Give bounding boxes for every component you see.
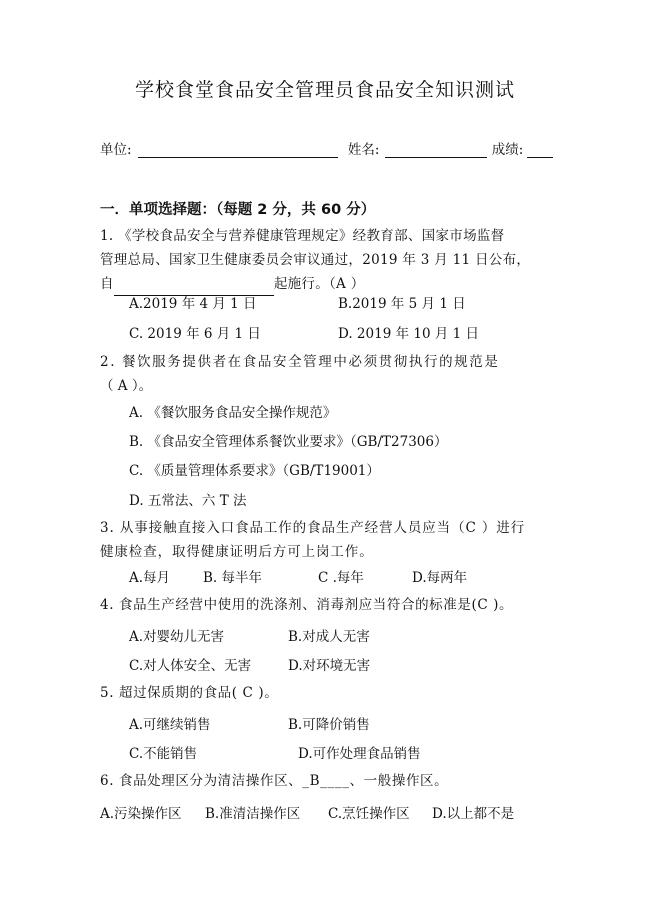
question-text-line: 1. 《学校食品安全与营养健康管理规定》经教育部、国家市场监督 xyxy=(100,228,505,244)
option-c[interactable]: C. 2019 年 6 月 1 日 xyxy=(129,326,261,342)
question-4 xyxy=(100,593,555,617)
info-line xyxy=(100,138,560,160)
option-b[interactable]: B.对成人无害 xyxy=(288,629,370,645)
option-a[interactable]: A.2019 年 4 月 1 日 xyxy=(129,296,257,312)
option-a[interactable]: A.每月 xyxy=(129,570,171,586)
question-text-line: 4. 食品生产经营中使用的洗涤剂、消毒剂应当符合的标准是(C )。 xyxy=(100,597,514,613)
option-d[interactable]: D.每两年 xyxy=(412,570,468,586)
question-1 xyxy=(100,224,555,296)
question-2 xyxy=(100,350,555,398)
option-d[interactable]: D.对环境无害 xyxy=(288,658,371,674)
unit-blank[interactable] xyxy=(138,141,338,158)
question-5 xyxy=(100,681,555,705)
option-b[interactable]: B.2019 年 5 月 1 日 xyxy=(338,296,466,312)
name-label: 姓名: xyxy=(347,142,380,158)
option-b[interactable]: B. 每半年 xyxy=(203,570,263,586)
question-text-line: 2. 餐饮服务提供者在食品安全管理中必须贯彻执行的规范是 xyxy=(100,354,500,370)
option-a[interactable]: A.污染操作区 xyxy=(100,806,182,822)
section-heading: 一．单项选择题：（每题 2 分，共 60 分） xyxy=(100,202,376,218)
question-text-line: 管理总局、国家卫生健康委员会审议通过，2019 年 3 月 11 日公布， xyxy=(100,252,531,268)
option-b[interactable]: B. 《食品安全管理体系餐饮业要求》（GB/T27306） xyxy=(129,434,448,450)
option-c[interactable]: C.对人体安全、无害 xyxy=(129,658,252,674)
option-b[interactable]: B.可降价销售 xyxy=(288,717,370,733)
question-text-line: 6. 食品处理区分为清洁操作区、_B____、一般操作区。 xyxy=(100,773,449,789)
question-text-line: 5. 超过保质期的食品( C )。 xyxy=(100,685,279,701)
option-c[interactable]: C.烹饪操作区 xyxy=(328,806,410,822)
page-title: 学校食堂食品安全管理员食品安全知识测试 xyxy=(134,79,515,101)
question-3 xyxy=(100,516,555,564)
question-text-prefix: 自 xyxy=(100,276,114,292)
option-a[interactable]: A.可继续销售 xyxy=(129,717,211,733)
question-text-line: 健康检查，取得健康证明后方可上岗工作。 xyxy=(100,544,374,560)
question-6 xyxy=(100,769,555,793)
option-d[interactable]: D.可作处理食品销售 xyxy=(298,746,421,762)
question-text-suffix: 起施行。（A ） xyxy=(273,276,365,292)
name-blank[interactable] xyxy=(385,141,487,158)
option-c[interactable]: C .每年 xyxy=(318,570,364,586)
unit-label: 单位: xyxy=(100,142,132,158)
score-blank[interactable] xyxy=(527,141,553,158)
option-a[interactable]: A.对婴幼儿无害 xyxy=(129,629,225,645)
option-a[interactable]: A. 《餐饮服务食品安全操作规范》 xyxy=(129,405,337,421)
option-d[interactable]: D. 2019 年 10 月 1 日 xyxy=(338,326,480,342)
option-d[interactable]: D.以上都不是 xyxy=(432,806,515,822)
question-text-line: （ A ）。 xyxy=(100,378,153,394)
question-text-line: 3. 从事接触直接入口食品工作的食品生产经营人员应当（C ）进行 xyxy=(100,520,526,536)
option-c[interactable]: C. 《质量管理体系要求》（GB/T19001） xyxy=(129,463,380,479)
score-label: 成绩: xyxy=(491,142,524,158)
option-c[interactable]: C.不能销售 xyxy=(129,746,198,762)
option-b[interactable]: B.准清洁操作区 xyxy=(205,806,301,822)
option-d[interactable]: D. 五常法、六 T 法 xyxy=(129,493,247,509)
